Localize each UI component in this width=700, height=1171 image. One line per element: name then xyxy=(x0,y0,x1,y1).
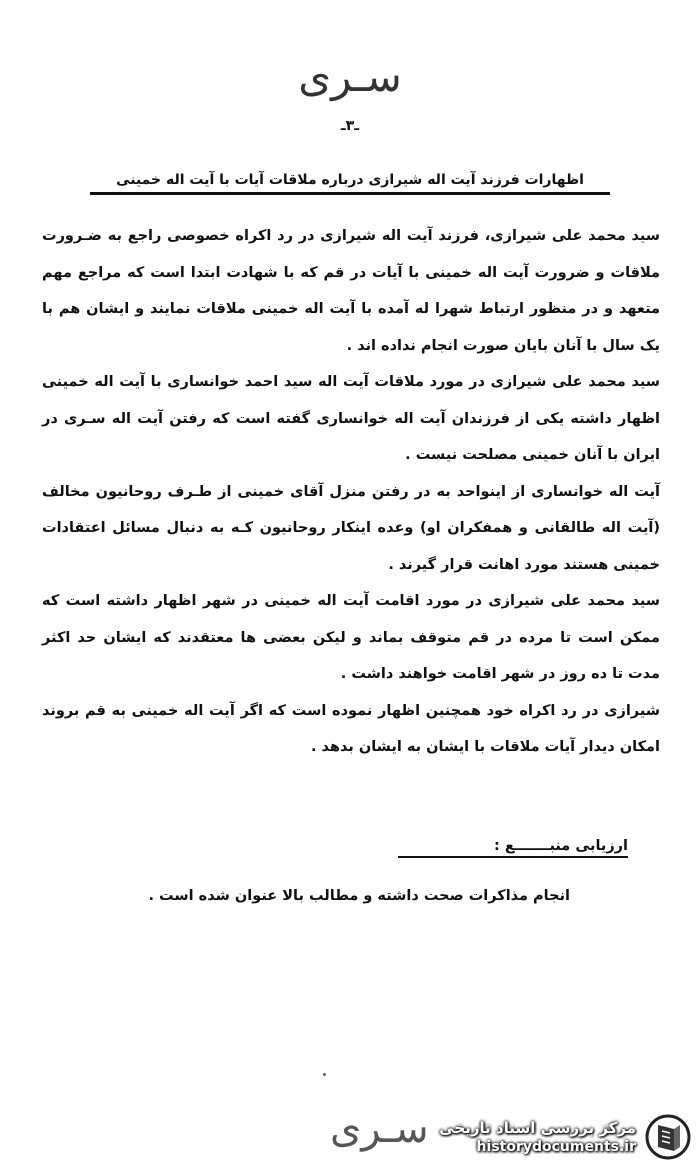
classification-stamp-bottom: سـری xyxy=(330,1106,429,1152)
paragraph-2: سید محمد علی شیرازی در مورد ملاقات آیت اله سید احمد خوانساری با آیت اله خمینی اظهار داشته یکی از فرزندان آیت اله خوانساری گفته است که رفتن آیت اله سـری در ایران با آنان خمینی مصلحت نیست . xyxy=(42,374,660,463)
source-evaluation-label: ارزیابی منبـــــــع : xyxy=(398,838,628,858)
paragraph-1: سید محمد علی شیرازی، فرزند آیت اله شیرازی در رد اکراه خصوصی راجع به ضـرورت ملاقات و ضرورت آیت اله خمینی با آیات در قم که با شهادت ابتدا است که مراجع مهم متعهد و در منظور ارتباط شهرا له آمده با آیت اله خمینی ملاقات نمایند و ایشان هم با یک سال با آنان بایان صورت انجام نداده اند . xyxy=(42,228,660,354)
document-heading: اظهارات فرزند آیت اله شیرازی درباره ملاقات آیات با آیت اله خمینی xyxy=(90,172,610,195)
paragraph-5: شیرازی در رد اکراه خود همچنین اظهار نموده است که اگر آیت اله خمینی به قم بروند امکان دیدار آیات ملاقات با ایشان به ایشان بدهد . xyxy=(42,702,660,755)
paragraph-3: آیت اله خوانساری از اینواحد به در رفتن منزل آقای خمینی از طـرف روحانیون مخالف (آیت اله طالقانی و همفکران او) وعده اینکار روحانیون کـه به دنبال مسائل اعتقادات خمینی هستند مورد اهانت قرار گیرند . xyxy=(42,483,660,573)
archive-watermark xyxy=(439,1113,692,1161)
archive-logo-icon xyxy=(644,1113,692,1161)
document-body xyxy=(42,218,660,766)
paragraph-4: سید محمد علی شیرازی در مورد اقامت آیت اله خمینی در شهر اظهار داشته است که ممکن است تا مرده در قم متوقف بماند و لیکن بعضی ها معتقدند که ایشان حد اکثر مدت تا ده روز در شهر اقامت خواهند داشت . xyxy=(42,593,660,682)
watermark-url: historydocuments.ir xyxy=(476,1139,636,1155)
source-evaluation-text: انجام مذاکرات صحت داشته و مطالب بالا عنوان شده است . xyxy=(148,888,570,904)
watermark-name: مرکز بررسی اسناد تاریخی xyxy=(439,1119,636,1137)
page-number: ـ۳ـ xyxy=(340,118,360,134)
speck-mark xyxy=(323,1073,326,1076)
classification-stamp-top: سـری xyxy=(298,52,402,101)
